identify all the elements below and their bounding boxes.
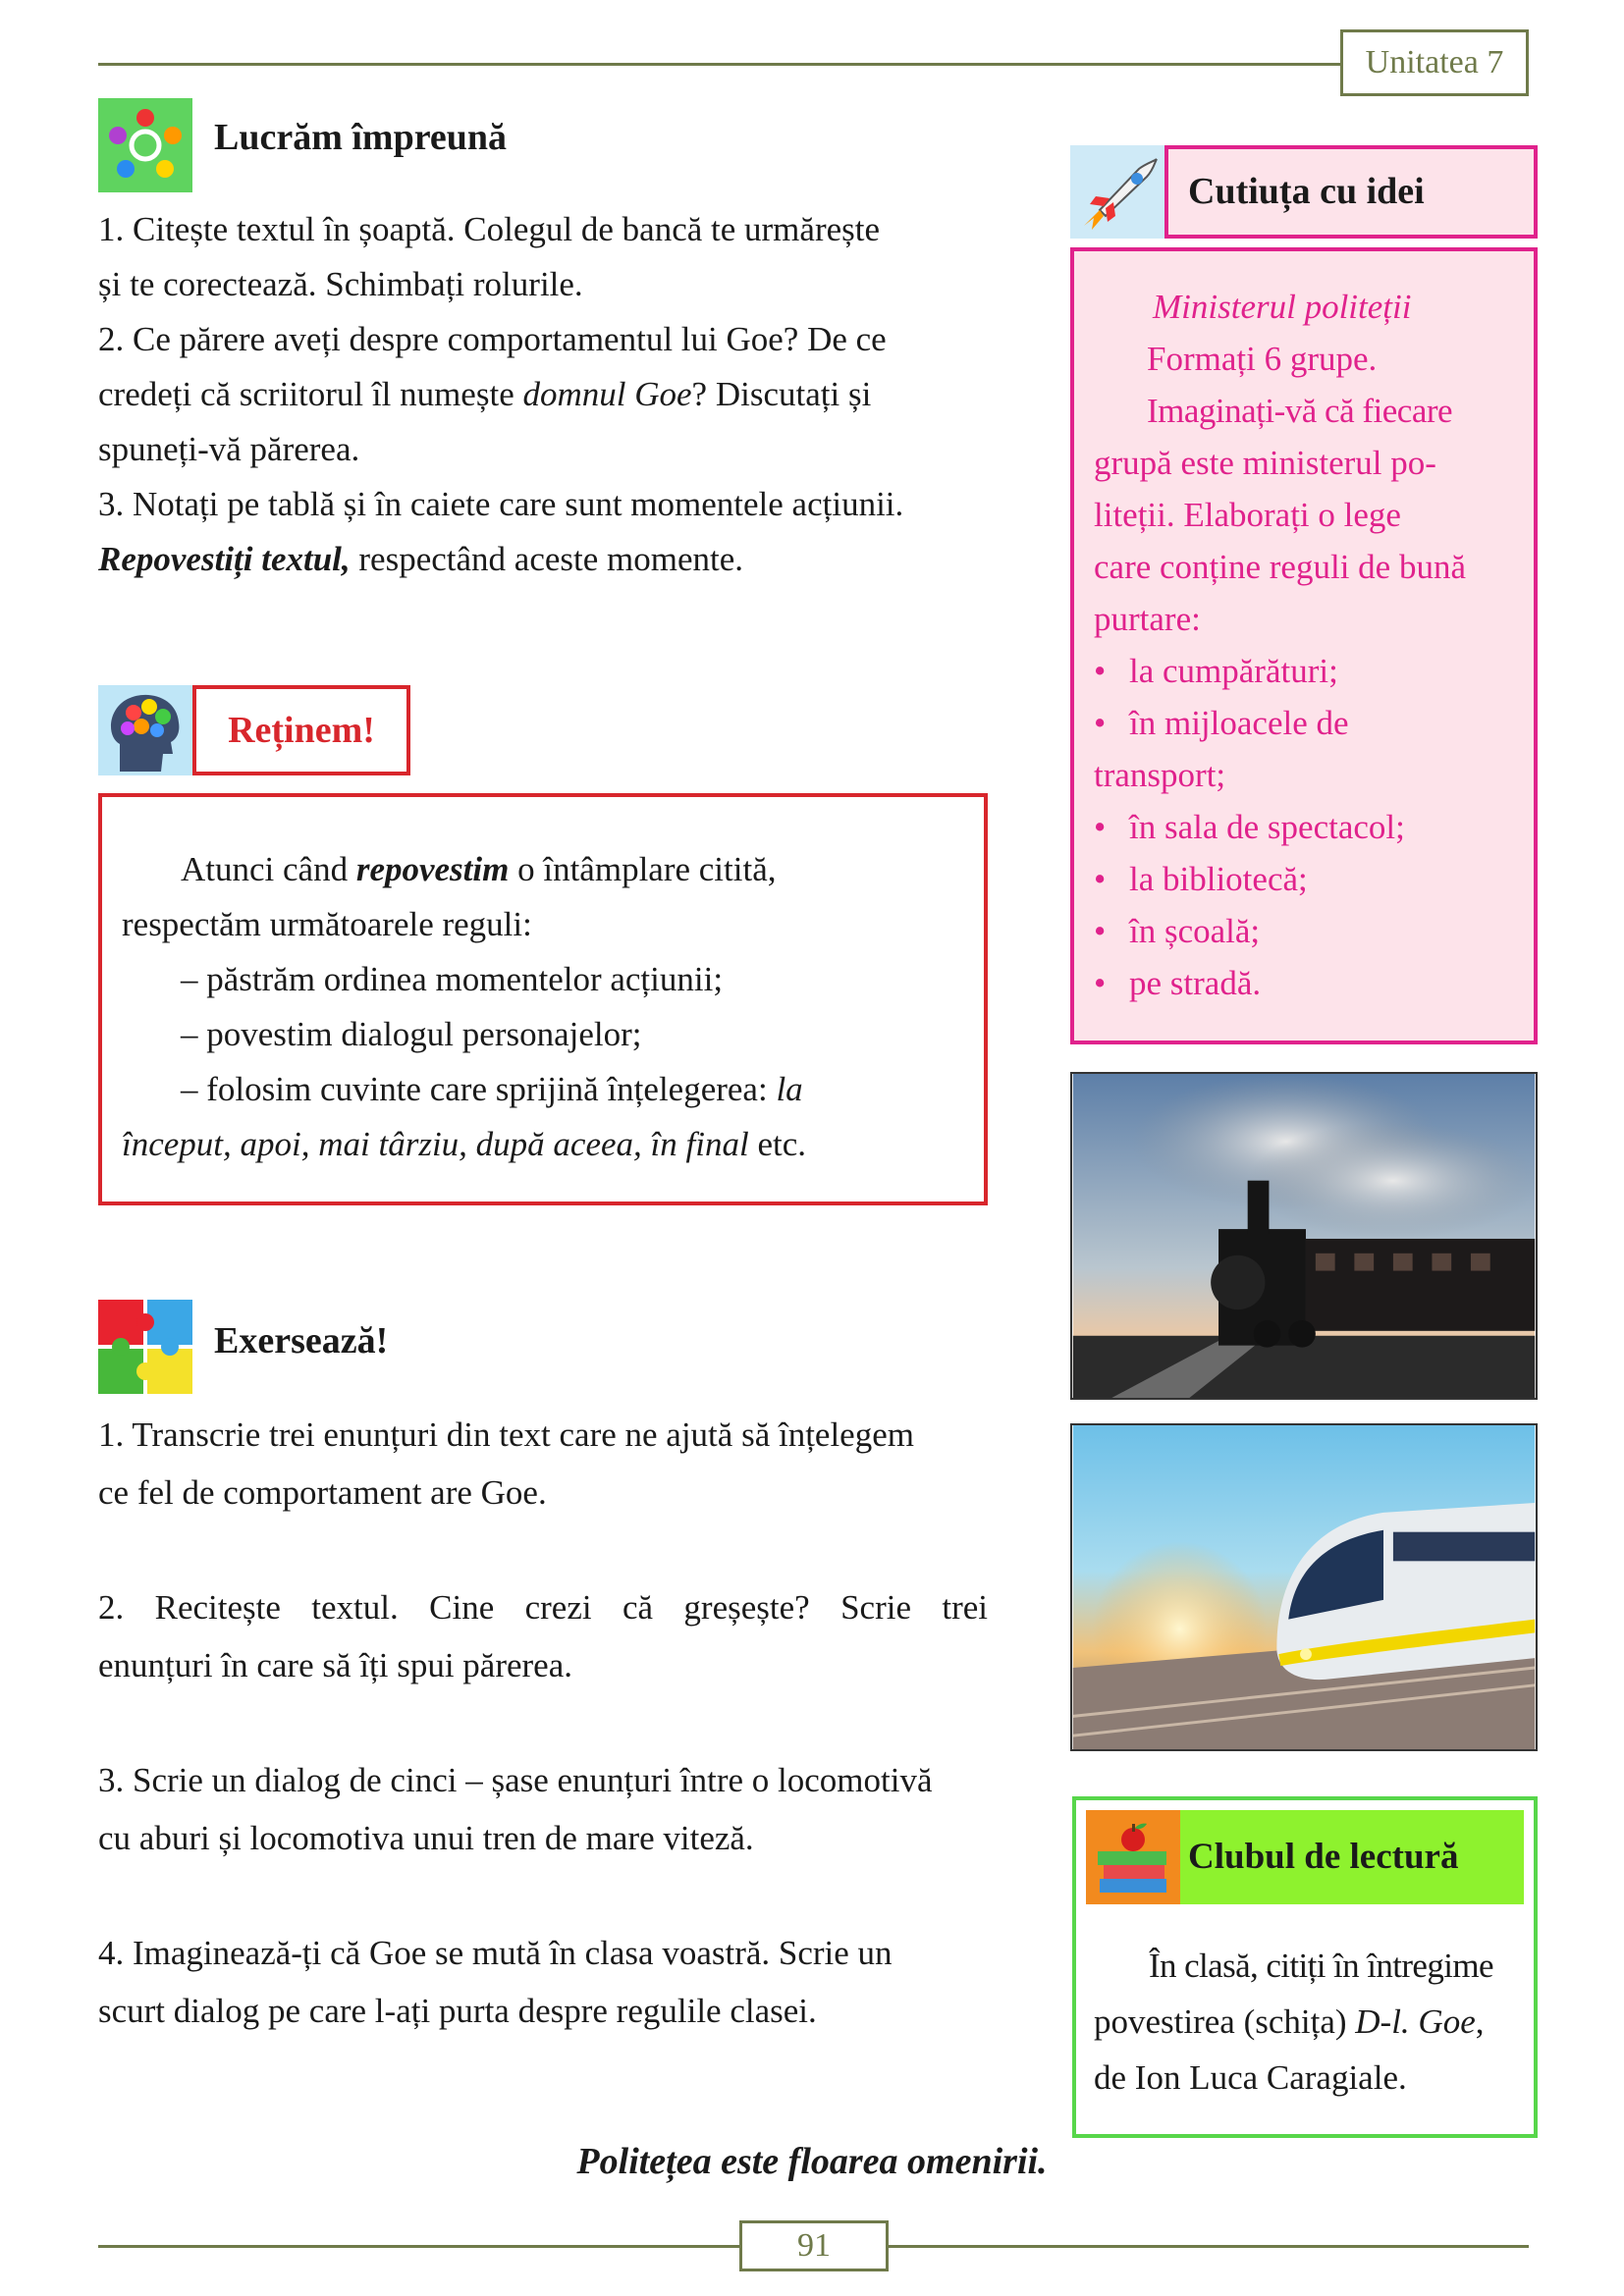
cutiuta-para-4: care conține reguli de bună xyxy=(1094,548,1466,586)
retinem-intro-bolditalic: repovestim xyxy=(355,850,510,888)
lucram-line-7 xyxy=(98,532,988,587)
cutiuta-bullet-5-text: în școală; xyxy=(1129,912,1261,950)
retinem-intro-a: Atunci când xyxy=(181,850,356,888)
cutiuta-title: Cutiuța cu idei xyxy=(1164,145,1538,239)
club-text xyxy=(1094,1938,1526,2106)
cutiuta-bullet-2-text: în mijloacele de xyxy=(1129,704,1349,742)
retinem-intro-b: o întâmplare citită, xyxy=(509,850,777,888)
exerseaza-item-4-line-1: 4. Imaginează-ți că Goe se mută în clasa voastră. Scrie un xyxy=(98,1934,893,1972)
retinem-rule-3-a: – folosim cuvinte care sprijină înțelegerea: xyxy=(181,1070,777,1108)
cutiuta-subtitle: Ministerul politeții xyxy=(1153,288,1412,326)
lucram-line-5: spuneți-vă părerea. xyxy=(98,430,360,468)
lucram-line-7-bolditalic: Repovestiți textul, xyxy=(98,540,351,578)
exerseaza-title: Exersează! xyxy=(214,1320,389,1362)
retinem-text xyxy=(122,842,966,1172)
exerseaza-item-1 xyxy=(98,1406,988,1522)
lucram-line-1: 1. Citește textul în șoaptă. Colegul de bancă te urmărește xyxy=(98,210,881,248)
retinem-rule-3 xyxy=(122,1062,966,1117)
cutiuta-bullet-2-cont: transport; xyxy=(1094,756,1226,794)
exerseaza-item-3-line-1: 3. Scrie un dialog de cinci – șase enunțuri între o locomotivă xyxy=(98,1761,933,1799)
rocket-icon xyxy=(1070,145,1164,239)
puzzle-icon xyxy=(98,1300,192,1394)
club-line-2-a: povestirea (schița) xyxy=(1094,2002,1356,2041)
lucram-line-4-b: ? Discutați și xyxy=(691,375,872,413)
retinem-rule-3-cont-b: etc. xyxy=(748,1125,806,1163)
retinem-rule-3-cont xyxy=(122,1117,966,1172)
retinem-rule-1: – păstrăm ordinea momentelor acțiunii; xyxy=(181,960,724,998)
cutiuta-bullet-3-text: în sala de spectacol; xyxy=(1129,808,1405,846)
motto: Politețea este floarea omenirii. xyxy=(576,2141,1048,2182)
high-speed-train-photo xyxy=(1070,1423,1538,1751)
lucram-line-2: și te corectează. Schimbați rolurile. xyxy=(98,265,583,303)
retinem-intro-line2: respectăm următoarele reguli: xyxy=(122,905,532,943)
lucram-title: Lucrăm împreună xyxy=(214,117,508,158)
cutiuta-box xyxy=(1070,247,1538,1044)
exerseaza-item-2-line-1: 2. Recitește textul. Cine crezi că greșește? Scrie trei xyxy=(98,1588,988,1627)
exerseaza-item-2 xyxy=(98,1578,988,1694)
club-line-2-italic: D-l. Goe xyxy=(1355,2002,1476,2041)
brain-icon xyxy=(98,685,192,775)
cutiuta-bullet-5: • în școală; xyxy=(1094,912,1261,950)
cutiuta-bullet-6-text: pe stradă. xyxy=(1129,964,1262,1002)
lucram-line-4-a: credeți că scriitorul îl numește xyxy=(98,375,523,413)
lucram-line-4-italic: domnul Goe xyxy=(522,375,692,413)
cutiuta-bullet-2: • în mijloacele de xyxy=(1094,704,1349,742)
footer-rule-right xyxy=(889,2245,1529,2248)
cutiuta-bullet-4-text: la bibliotecă; xyxy=(1129,860,1308,898)
retinem-box xyxy=(98,793,988,1205)
teamwork-icon xyxy=(98,98,192,192)
retinem-rule-2: – povestim dialogul personajelor; xyxy=(181,1015,642,1053)
exerseaza-item-1-line-1: 1. Transcrie trei enunțuri din text care ne ajută să înțelegem xyxy=(98,1415,914,1454)
cutiuta-line-1: Formați 6 grupe. xyxy=(1147,340,1378,378)
retinem-rule-3-italic: la xyxy=(776,1070,803,1108)
lucram-line-4 xyxy=(98,367,988,422)
lucram-text xyxy=(98,202,988,587)
club-line-2-b: , xyxy=(1475,2002,1485,2041)
cutiuta-para-5: purtare: xyxy=(1094,600,1201,638)
cutiuta-para-1: Imaginați-vă că fiecare xyxy=(1147,392,1453,430)
club-line-2 xyxy=(1094,1994,1526,2050)
footer-rule-left xyxy=(98,2245,739,2248)
unit-label: Unitatea 7 xyxy=(1340,29,1529,96)
cutiuta-bullet-6: • pe stradă. xyxy=(1094,964,1262,1002)
club-line-3: de Ion Luca Caragiale. xyxy=(1094,2058,1407,2097)
books-apple-icon xyxy=(1086,1810,1180,1904)
exerseaza-item-2-line-2: enunțuri în care să îți spui părerea. xyxy=(98,1646,572,1684)
retinem-rule-3-cont-italic: început, apoi, mai târziu, după aceea, în final xyxy=(122,1125,749,1163)
cutiuta-bullet-1-text: la cumpărături; xyxy=(1129,652,1338,690)
lucram-line-3: 2. Ce părere aveți despre comportamentul lui Goe? De ce xyxy=(98,320,887,358)
club-title: Clubul de lectură xyxy=(1086,1810,1524,1904)
retinem-label: Reținem! xyxy=(192,685,410,775)
exerseaza-item-3-line-2: cu aburi și locomotiva unui tren de mare viteză. xyxy=(98,1819,754,1857)
header-rule xyxy=(98,63,1340,66)
lucram-line-6: 3. Notați pe tablă și în caiete care sunt momentele acțiunii. xyxy=(98,485,904,523)
club-box xyxy=(1072,1796,1538,2138)
exerseaza-item-4 xyxy=(98,1924,988,2040)
page-number: 91 xyxy=(739,2220,889,2271)
cutiuta-para-2: grupă este ministerul po- xyxy=(1094,444,1436,482)
club-line-1: În clasă, citiți în întregime xyxy=(1149,1947,1493,1985)
cutiuta-para-3: liteții. Elaborați o lege xyxy=(1094,496,1401,534)
cutiuta-bullet-4: • la bibliotecă; xyxy=(1094,860,1308,898)
steam-train-photo xyxy=(1070,1072,1538,1400)
cutiuta-bullet-1: • la cumpărături; xyxy=(1094,652,1338,690)
cutiuta-bullet-3: • în sala de spectacol; xyxy=(1094,808,1405,846)
exerseaza-item-1-line-2: ce fel de comportament are Goe. xyxy=(98,1473,547,1512)
lucram-line-7-rest: respectând aceste momente. xyxy=(350,540,744,578)
exerseaza-item-4-line-2: scurt dialog pe care l-ați purta despre regulile clasei. xyxy=(98,1992,817,2030)
exerseaza-item-3 xyxy=(98,1751,988,1867)
retinem-intro xyxy=(122,842,966,897)
